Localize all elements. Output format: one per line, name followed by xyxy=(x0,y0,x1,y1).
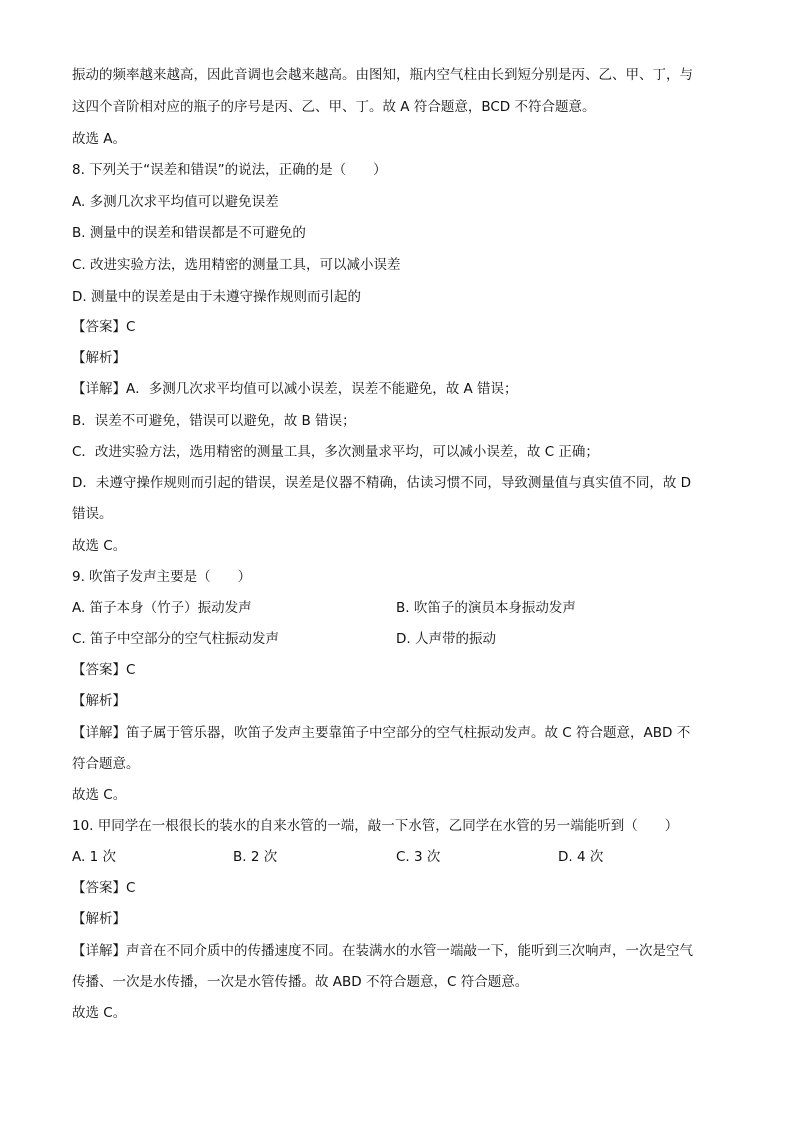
q8-stem: 8. 下列关于“误差和错误”的说法，正确的是（ ） xyxy=(72,162,387,178)
q9-option-b: B. 吹笛子的演员本身振动发声 xyxy=(396,600,576,616)
q8-detail-line-5: 错误。 xyxy=(72,506,113,522)
q8-option-b: B. 测量中的误差和错误都是不可避免的 xyxy=(72,225,306,241)
q10-detail-line-1: 【详解】声音在不同介质中的传播速度不同。在装满水的水管一端敲一下，能听到三次响声，一次是空气 xyxy=(72,943,693,959)
q7-conclusion: 故选 A。 xyxy=(72,131,127,147)
q7-explanation-line-1: 振动的频率越来越高，因此音调也会越来越高。由图知，瓶内空气柱由长到短分别是丙、乙、甲、丁，与 xyxy=(72,67,693,83)
q8-detail-line-1: 【详解】A．多测几次求平均值可以减小误差，误差不能避免，故 A 错误； xyxy=(72,381,518,397)
q8-conclusion: 故选 C。 xyxy=(72,538,127,554)
q10-detail-line-2: 传播、一次是水传播，一次是水管传播。故 ABD 不符合题意，C 符合题意。 xyxy=(72,974,529,990)
q8-option-a: A. 多测几次求平均值可以避免误差 xyxy=(72,194,279,210)
q8-answer: 【答案】C xyxy=(72,319,136,335)
q9-option-c: C. 笛子中空部分的空气柱振动发声 xyxy=(72,631,280,647)
q9-detail-line-1: 【详解】笛子属于管乐器，吹笛子发声主要靠笛子中空部分的空气柱振动发声。故 C 符合题意，ABD 不 xyxy=(72,725,691,741)
q8-option-c: C. 改进实验方法，选用精密的测量工具，可以减小误差 xyxy=(72,257,401,273)
q10-option-b: B. 2 次 xyxy=(233,849,278,865)
q8-detail-line-4: D．未遵守操作规则而引起的错误，误差是仪器不精确，估读习惯不同，导致测量值与真实值不同，故 D xyxy=(72,475,692,491)
q7-explanation-line-2: 这四个音阶相对应的瓶子的序号是丙、乙、甲、丁。故 A 符合题意，BCD 不符合题意。 xyxy=(72,99,596,115)
q9-stem: 9. 吹笛子发声主要是（ ） xyxy=(72,569,252,585)
q9-option-d: D. 人声带的振动 xyxy=(396,631,496,647)
q10-conclusion: 故选 C。 xyxy=(72,1005,127,1021)
q9-answer: 【答案】C xyxy=(72,662,136,678)
q8-analysis-label: 【解析】 xyxy=(72,350,126,366)
q9-option-a: A. 笛子本身（竹子）振动发声 xyxy=(72,600,252,616)
q9-analysis-label: 【解析】 xyxy=(72,693,126,709)
q10-stem: 10. 甲同学在一根很长的装水的自来水管的一端，敲一下水管，乙同学在水管的另一端能听到（ ） xyxy=(72,818,679,834)
q10-answer: 【答案】C xyxy=(72,880,136,896)
q10-option-a: A. 1 次 xyxy=(72,849,116,865)
q10-analysis-label: 【解析】 xyxy=(72,911,126,927)
q8-detail-line-2: B．误差不可避免，错误可以避免，故 B 错误； xyxy=(72,413,356,429)
q10-option-c: C. 3 次 xyxy=(396,849,441,865)
q9-detail-line-2: 符合题意。 xyxy=(72,756,140,772)
q10-option-d: D. 4 次 xyxy=(558,849,604,865)
q8-detail-line-3: C．改进实验方法，选用精密的测量工具，多次测量求平均，可以减小误差，故 C 正确； xyxy=(72,444,599,460)
q9-conclusion: 故选 C。 xyxy=(72,787,127,803)
q8-option-d: D. 测量中的误差是由于未遵守操作规则而引起的 xyxy=(72,289,361,305)
